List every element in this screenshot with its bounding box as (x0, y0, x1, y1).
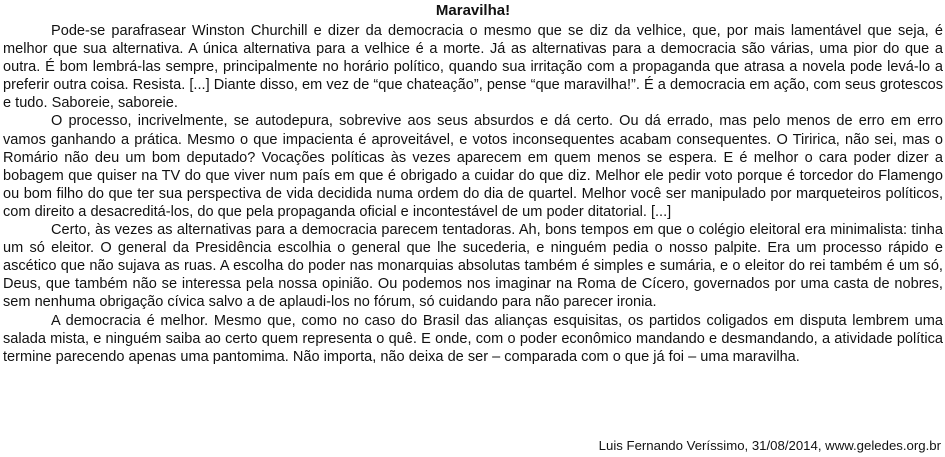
paragraph-3: Certo, às vezes as alternativas para a democracia parecem tentadoras. Ah, bons tempos em que o colégio eleitoral era minimalista: tinha um só eleitor. O general da Presidência escolhia o general que lhe sucederia, e ninguém pedia o nosso palpite. Era um processo rápido e ascético que não sujava as ruas. A escolha do poder nas monarquias absolutas também é simples e sumária, e o eleitor do rei também é um só, Deus, que também não se interessa pela nossa opinião. Ou podemos nos imaginar na Roma de Cícero, governados por uma casta de nobres, sem nenhuma obrigação cívica salvo a de aplaudi-los no fórum, só cuidando para não parecer ironia. (3, 222, 943, 311)
article-title: Maravilha! (435, 2, 511, 19)
source-citation: Luis Fernando Veríssimo, 31/08/2014, www.geledes.org.br (598, 438, 941, 453)
paragraph-4: A democracia é melhor. Mesmo que, como no caso do Brasil das alianças esquisitas, os partidos coligados em disputa lembrem uma salada mista, e ninguém saiba ao certo quem representa o quê. E onde, com o poder econômico mandando e desmandando, a atividade política termine parecendo apenas uma pantomima. Não importa, não deixa de ser – comparada com o que já foi – uma maravilha. (3, 312, 943, 365)
paragraph-1: Pode-se parafrasear Winston Churchill e dizer da democracia o mesmo que se diz da velhice, que, por mais lamentável que seja, é melhor que sua alternativa. A única alternativa para a velhice é a morte. Já as alternativas para a democracia são várias, uma pior do que a outra. É bom lembrá-las sempre, principalmente no horário político, quando sua irritação com a propaganda que atrasa a novela pode levá-lo a preferir outra coisa. Resista. [...] Diante disso, em vez de “que chateação”, pense “que maravilha!”. É a democracia em ação, com seus grotescos e tudo. Saboreie, saboreie. (3, 23, 943, 112)
paragraph-2: O processo, incrivelmente, se autodepura, sobrevive aos seus absurdos e dá certo. Ou dá errado, mas pelo menos de erro em erro vamos ganhando a prática. Mesmo o que impacienta é aproveitável, e votos inconsequentes acabam consequentes. O Tiririca, não sei, mas o Romário não deu um bom deputado? Vocações políticas às vezes aparecem em quem menos se espera. E é melhor o cara poder dizer a bobagem que quiser na TV do que viver num país em que é obrigado a cuidar do que diz. Melhor ele pedir voto porque é torcedor do Flamengo ou bom filho do que ter sua perspectiva de vida decidida numa ordem do dia de quartel. Melhor você ser manipulado por marqueteiros políticos, com direito a desacreditá-los, do que pela propaganda oficial e incontestável de um poder ditatorial. [...] (3, 113, 943, 220)
